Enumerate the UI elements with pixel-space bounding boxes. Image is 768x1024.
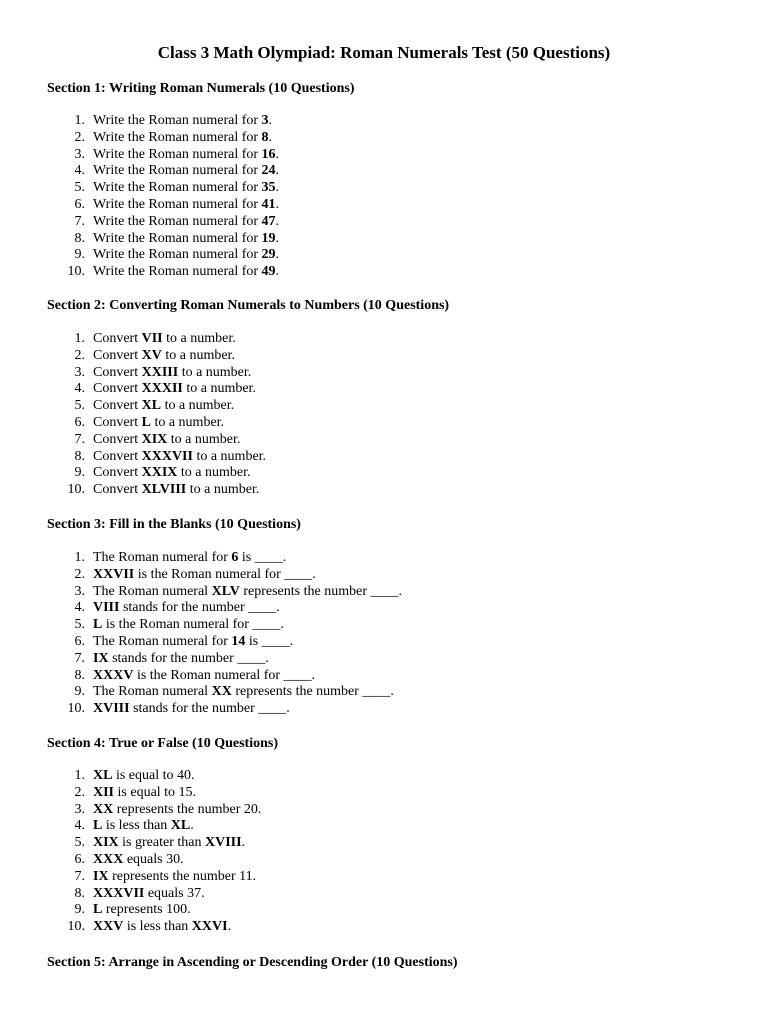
question-emphasis: 24: [261, 163, 276, 179]
question-number: 2.: [74, 347, 85, 363]
question-text-fragment: is the Roman numeral for ____.: [134, 566, 316, 582]
question-text-fragment: Convert: [93, 364, 142, 380]
question-number: 9.: [74, 465, 85, 481]
question-text-fragment: Convert: [93, 347, 142, 363]
question-text-fragment: .: [241, 835, 246, 851]
question-emphasis: XXVII: [93, 566, 135, 582]
question-emphasis: 8: [261, 129, 269, 145]
question-number: 7.: [74, 650, 85, 666]
question-text-fragment: Convert: [93, 381, 142, 397]
question-text: [93, 214, 279, 231]
question-number: 1.: [74, 768, 85, 783]
question-text-fragment: to a number.: [161, 347, 235, 363]
question-emphasis: XXVI: [191, 919, 228, 935]
question-text: [93, 902, 191, 919]
question-emphasis: XL: [170, 818, 191, 834]
question-number: 2.: [74, 566, 85, 582]
question-text-fragment: represents the number 20.: [113, 801, 262, 817]
question-text-fragment: equals 37.: [144, 885, 205, 901]
question-text: [93, 482, 259, 499]
question-emphasis: L: [141, 414, 151, 430]
question-text: [93, 231, 279, 248]
question-number: 9.: [74, 902, 85, 918]
question-emphasis: 19: [261, 230, 276, 246]
question-text-fragment: Convert: [93, 414, 142, 430]
question-number: 7.: [74, 431, 85, 447]
question-text-fragment: Write the Roman numeral for: [93, 230, 262, 246]
question-emphasis: XII: [93, 784, 115, 800]
question-emphasis: 35: [261, 180, 276, 196]
question-text-fragment: represents the number ____.: [239, 583, 402, 599]
question-text-fragment: is less than: [123, 919, 192, 935]
question-number: 9.: [74, 247, 85, 263]
question-emphasis: L: [93, 818, 103, 834]
question-text-fragment: stands for the number ____.: [108, 650, 269, 666]
question-emphasis: 47: [261, 213, 276, 229]
question-emphasis: XXXV: [93, 667, 134, 683]
question-text: [93, 701, 290, 718]
question-text-fragment: Convert: [93, 331, 142, 346]
question-text: [93, 348, 235, 365]
question-text-fragment: Write the Roman numeral for: [93, 264, 262, 280]
question-text: [93, 869, 256, 886]
question-number: 10.: [67, 264, 85, 280]
question-emphasis: XXXII: [141, 381, 183, 397]
question-text-fragment: .: [275, 213, 280, 229]
question-number: 1.: [74, 113, 85, 128]
question-number: 8.: [74, 667, 85, 683]
question-text-fragment: to a number.: [186, 482, 260, 498]
question-text: [93, 651, 269, 668]
question-text-fragment: Write the Roman numeral for: [93, 129, 262, 145]
question-number: 1.: [74, 550, 85, 565]
question-text-fragment: to a number.: [177, 465, 251, 481]
question-number: 4.: [74, 381, 85, 397]
question-emphasis: XIX: [141, 431, 168, 447]
question-text-fragment: is greater than: [118, 835, 205, 851]
question-emphasis: VIII: [93, 600, 120, 616]
question-text: [93, 130, 272, 147]
question-number: 4.: [74, 600, 85, 616]
question-text: [93, 415, 224, 432]
question-number: 2.: [74, 784, 85, 800]
question-number: 5.: [74, 835, 85, 851]
question-text-fragment: to a number.: [178, 364, 252, 380]
question-number: 8.: [74, 885, 85, 901]
question-text-fragment: is ____.: [245, 633, 294, 649]
question-number: 6.: [74, 633, 85, 649]
question-text: [93, 835, 245, 852]
question-number: 3.: [74, 364, 85, 380]
question-text: [93, 197, 279, 214]
question-text-fragment: .: [275, 247, 280, 263]
question-emphasis: 41: [261, 196, 276, 212]
question-number: 3.: [74, 583, 85, 599]
question-emphasis: XXXVII: [141, 448, 193, 464]
question-number: 10.: [67, 701, 85, 717]
question-text-fragment: is ____.: [238, 550, 287, 565]
question-emphasis: XXIII: [141, 364, 179, 380]
question-emphasis: 6: [231, 550, 239, 565]
question-text: [93, 600, 280, 617]
question-text-fragment: equals 30.: [123, 851, 184, 867]
section-heading: Section 2: Converting Roman Numerals to Numbers (10 Questions): [47, 298, 450, 313]
question-emphasis: XXIX: [141, 465, 178, 481]
question-text-fragment: .: [227, 919, 232, 935]
question-text-fragment: represents the number ____.: [231, 684, 394, 700]
question-emphasis: L: [93, 617, 103, 633]
question-emphasis: XVIII: [93, 701, 130, 717]
question-number: 6.: [74, 851, 85, 867]
question-text-fragment: .: [275, 163, 280, 179]
question-number: 5.: [74, 617, 85, 633]
section-heading: Section 1: Writing Roman Numerals (10 Questions): [47, 81, 355, 96]
question-emphasis: 3: [261, 113, 269, 128]
question-text-fragment: is equal to 40.: [112, 768, 195, 783]
question-text-fragment: is equal to 15.: [114, 784, 197, 800]
question-emphasis: XLV: [211, 583, 240, 599]
question-text-fragment: to a number.: [192, 448, 267, 464]
question-text-fragment: .: [275, 196, 280, 212]
question-text-fragment: .: [268, 129, 273, 145]
question-emphasis: L: [93, 902, 103, 918]
question-text-fragment: .: [268, 113, 273, 128]
question-text-fragment: to a number.: [161, 398, 235, 414]
question-text: [93, 802, 261, 819]
question-text: [93, 247, 279, 264]
question-number: 1.: [74, 331, 85, 346]
question-text: [93, 432, 240, 449]
question-text: [93, 398, 234, 415]
question-text: [93, 365, 251, 382]
question-text: [93, 465, 251, 482]
question-text-fragment: to a number.: [150, 414, 225, 430]
question-text-fragment: .: [190, 818, 194, 834]
question-emphasis: XXV: [93, 919, 124, 935]
question-text-fragment: The Roman numeral for: [93, 633, 232, 649]
question-text: [93, 550, 286, 567]
question-text: [93, 163, 279, 180]
question-emphasis: XX: [93, 801, 114, 817]
question-emphasis: XL: [93, 768, 113, 783]
question-emphasis: IX: [93, 650, 109, 666]
question-text: [93, 768, 195, 785]
question-text: [93, 113, 272, 130]
question-text: [93, 180, 279, 197]
question-text: [93, 331, 236, 348]
question-number: 5.: [74, 180, 85, 196]
question-number: 7.: [74, 213, 85, 229]
question-text: [93, 617, 284, 634]
question-text-fragment: The Roman numeral for: [93, 550, 232, 565]
question-text: [93, 818, 194, 835]
question-text: [93, 264, 279, 281]
question-emphasis: XV: [141, 347, 162, 363]
question-number: 3.: [74, 146, 85, 162]
question-text-fragment: .: [275, 146, 280, 162]
question-text-fragment: is less than: [102, 818, 171, 834]
question-number: 8.: [74, 448, 85, 464]
question-emphasis: VII: [141, 331, 163, 346]
question-text-fragment: Write the Roman numeral for: [93, 180, 262, 196]
question-text-fragment: .: [275, 180, 280, 196]
question-number: 10.: [67, 919, 85, 935]
question-emphasis: XXX: [93, 851, 124, 867]
question-emphasis: 16: [261, 146, 276, 162]
question-text-fragment: The Roman numeral: [93, 684, 212, 700]
question-number: 3.: [74, 801, 85, 817]
question-number: 2.: [74, 129, 85, 145]
question-text-fragment: represents the number 11.: [108, 868, 257, 884]
question-text: [93, 919, 231, 936]
question-text-fragment: Write the Roman numeral for: [93, 113, 262, 128]
question-text: [93, 381, 256, 398]
question-text-fragment: Convert: [93, 465, 142, 481]
question-emphasis: XL: [141, 398, 162, 414]
question-text: [93, 449, 266, 466]
question-number: 7.: [74, 868, 85, 884]
question-emphasis: XXXVII: [93, 885, 145, 901]
question-text-fragment: Write the Roman numeral for: [93, 163, 262, 179]
question-emphasis: 49: [261, 264, 276, 280]
question-text: [93, 886, 205, 903]
question-text-fragment: Convert: [93, 448, 142, 464]
section-heading: Section 4: True or False (10 Questions): [47, 736, 278, 751]
question-text-fragment: stands for the number ____.: [119, 600, 280, 616]
question-number: 8.: [74, 230, 85, 246]
question-emphasis: XX: [211, 684, 232, 700]
question-emphasis: 29: [261, 247, 276, 263]
question-text-fragment: Convert: [93, 431, 142, 447]
page-title: Class 3 Math Olympiad: Roman Numerals Test (50 Questions): [157, 43, 611, 62]
question-number: 6.: [74, 196, 85, 212]
question-text-fragment: Write the Roman numeral for: [93, 196, 262, 212]
question-text: [93, 852, 184, 869]
question-text-fragment: to a number.: [162, 331, 236, 346]
question-text-fragment: to a number.: [182, 381, 256, 397]
question-text-fragment: .: [275, 230, 280, 246]
question-emphasis: XVIII: [204, 835, 242, 851]
question-text-fragment: stands for the number ____.: [129, 701, 290, 717]
question-text: [93, 147, 279, 164]
question-text-fragment: Convert: [93, 482, 142, 498]
question-number: 4.: [74, 163, 85, 179]
section-heading: Section 5: Arrange in Ascending or Descending Order (10 Questions): [47, 955, 458, 970]
question-text-fragment: Write the Roman numeral for: [93, 213, 262, 229]
question-text-fragment: is the Roman numeral for ____.: [133, 667, 316, 683]
question-text: [93, 567, 316, 584]
question-emphasis: XIX: [93, 835, 119, 851]
question-number: 4.: [74, 818, 85, 834]
question-text-fragment: Write the Roman numeral for: [93, 247, 262, 263]
question-number: 6.: [74, 414, 85, 430]
question-number: 9.: [74, 684, 85, 700]
section-heading: Section 3: Fill in the Blanks (10 Questions): [47, 517, 301, 532]
question-text-fragment: The Roman numeral: [93, 583, 212, 599]
question-number: 10.: [67, 482, 85, 498]
question-text: [93, 634, 293, 651]
question-emphasis: 14: [231, 633, 246, 649]
question-number: 5.: [74, 398, 85, 414]
question-emphasis: XLVIII: [141, 482, 187, 498]
question-text: [93, 684, 394, 701]
question-text-fragment: to a number.: [167, 431, 241, 447]
question-emphasis: IX: [93, 868, 109, 884]
question-text-fragment: Write the Roman numeral for: [93, 146, 262, 162]
question-text: [93, 584, 402, 601]
question-text-fragment: represents 100.: [102, 902, 191, 918]
question-text-fragment: is the Roman numeral for ____.: [102, 617, 284, 633]
question-text-fragment: .: [275, 264, 280, 280]
question-text: [93, 668, 315, 685]
question-text-fragment: Convert: [93, 398, 142, 414]
question-text: [93, 785, 196, 802]
